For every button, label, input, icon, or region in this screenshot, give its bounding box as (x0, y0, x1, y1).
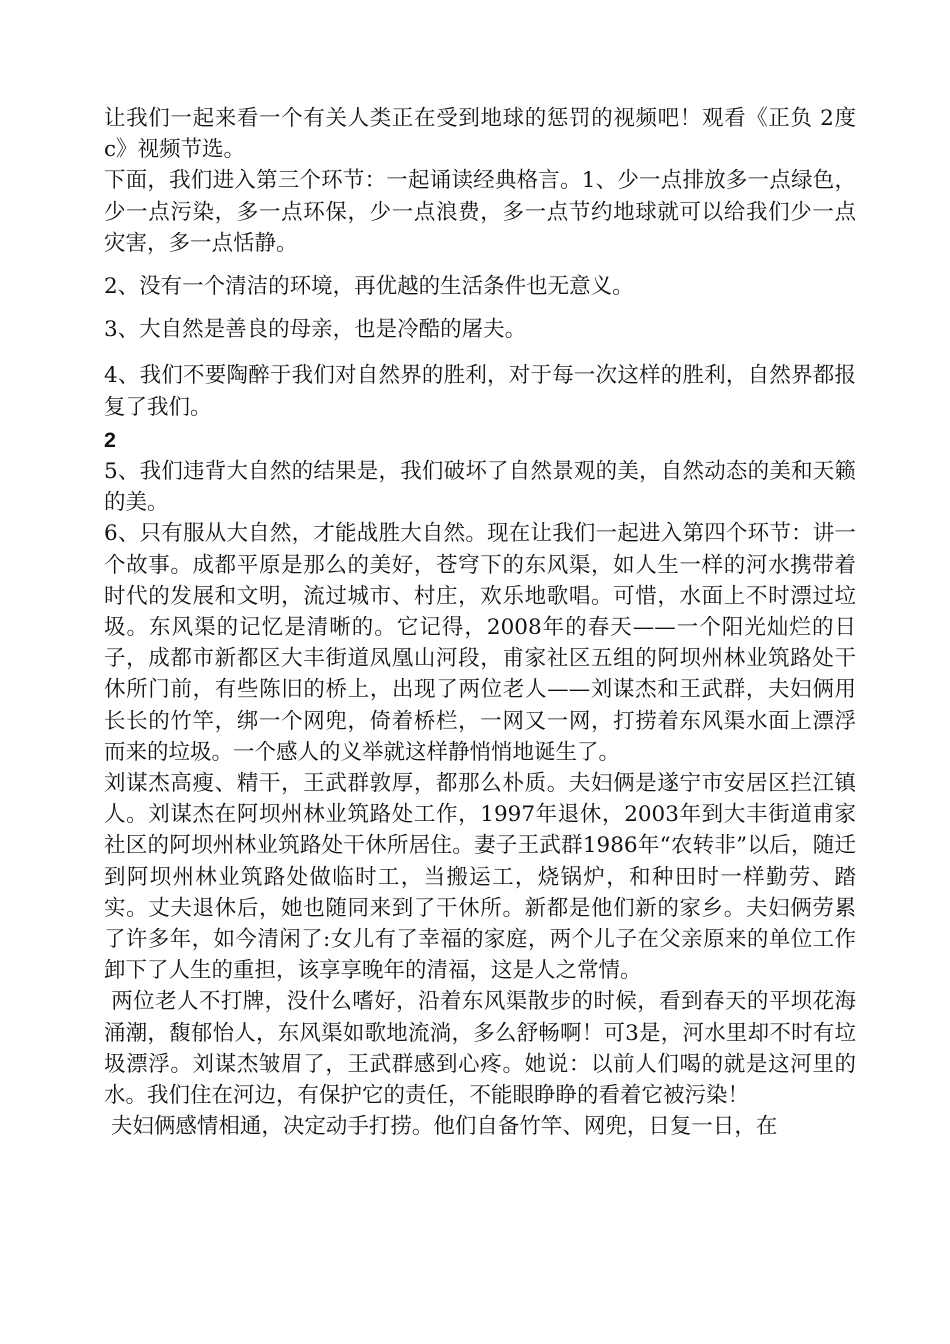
paragraph-decision-to-clean: 夫妇俩感情相通，决定动手打捞。他们自备竹竿、网兜，日复一日，在 (104, 1114, 778, 1140)
page-number: 2 (104, 427, 116, 452)
paragraph-maxim-3: 3、大自然是善良的母亲，也是冷酷的屠夫。 (104, 317, 527, 343)
paragraph-couple-background: 刘谋杰高瘦、精干，王武群敦厚，都那么朴质。夫妇俩是遂宁市安居区拦江镇人。刘谋杰在阿坝州林业筑路处工作，1997年退休，2003年到大丰街道甫家社区的阿坝州林业筑路处干休所居住。妻子王武群1986年“农转非”以后，随迁到阿坝州林业筑路处做临时工，当搬运工，烧锅炉，和种田时一样勤劳、踏实。丈夫退休后，她也随同来到了干休所。新都是他们新的家乡。夫妇俩劳累了许多年，如今清闲了:女儿有了幸福的家庭，两个儿子在父亲原来的单位工作卸下了人生的重担，该享享晚年的清福，这是人之常情。 (104, 771, 856, 984)
paragraph-video-intro: 让我们一起来看一个有关人类正在受到地球的惩罚的视频吧！观看《正负 2度c》视频节选。 (104, 106, 856, 163)
paragraph-river-pollution: 两位老人不打牌，没什么嗜好，沿着东风渠散步的时候，看到春天的平坝花海涌潮，馥郁怡人，东风渠如歌地流淌，多么舒畅啊！可3是，河水里却不时有垃圾漂浮。刘谋杰皱眉了，王武群感到心疼。她说：以前人们喝的就是这河里的水。我们住在河边，有保护它的责任，不能眼睁睁的看着它被污染！ (104, 989, 856, 1109)
paragraph-section-three-maxim-1: 下面，我们进入第三个环节：一起诵读经典格言。1、少一点排放多一点绿色，少一点污染，多一点环保，少一点浪费，多一点节约地球就可以给我们少一点灾害，多一点恬静。 (104, 168, 856, 256)
paragraph-maxim-4: 4、我们不要陶醉于我们对自然界的胜利，对于每一次这样的胜利，自然界都报复了我们。 (104, 363, 856, 420)
paragraph-maxim-5: 5、我们违背大自然的结果是，我们破坏了自然景观的美，自然动态的美和天籁的美。 (104, 459, 856, 516)
document-body (104, 103, 856, 1143)
paragraph-maxim-6-story: 6、只有服从大自然，才能战胜大自然。现在让我们一起进入第四个环节：讲一个故事。成都平原是那么的美好，苍穹下的东风渠，如人生一样的河水携带着时代的发展和文明，流过城市、村庄，欢乐地歌唱。可惜，水面上不时漂过垃圾。东风渠的记忆是清晰的。它记得，2008年的春天——一个阳光灿烂的日子，成都市新都区大丰街道凤凰山河段，甫家社区五组的阿坝州林业筑路处干休所门前，有些陈旧的桥上，出现了两位老人——刘谋杰和王武群，夫妇俩用长长的竹竿，绑一个网兜，倚着桥栏，一网又一网，打捞着东风渠水面上漂浮而来的垃圾。一个感人的义举就这样静悄悄地诞生了。 (104, 521, 856, 765)
paragraph-maxim-2: 2、没有一个清洁的环境，再优越的生活条件也无意义。 (104, 274, 634, 300)
